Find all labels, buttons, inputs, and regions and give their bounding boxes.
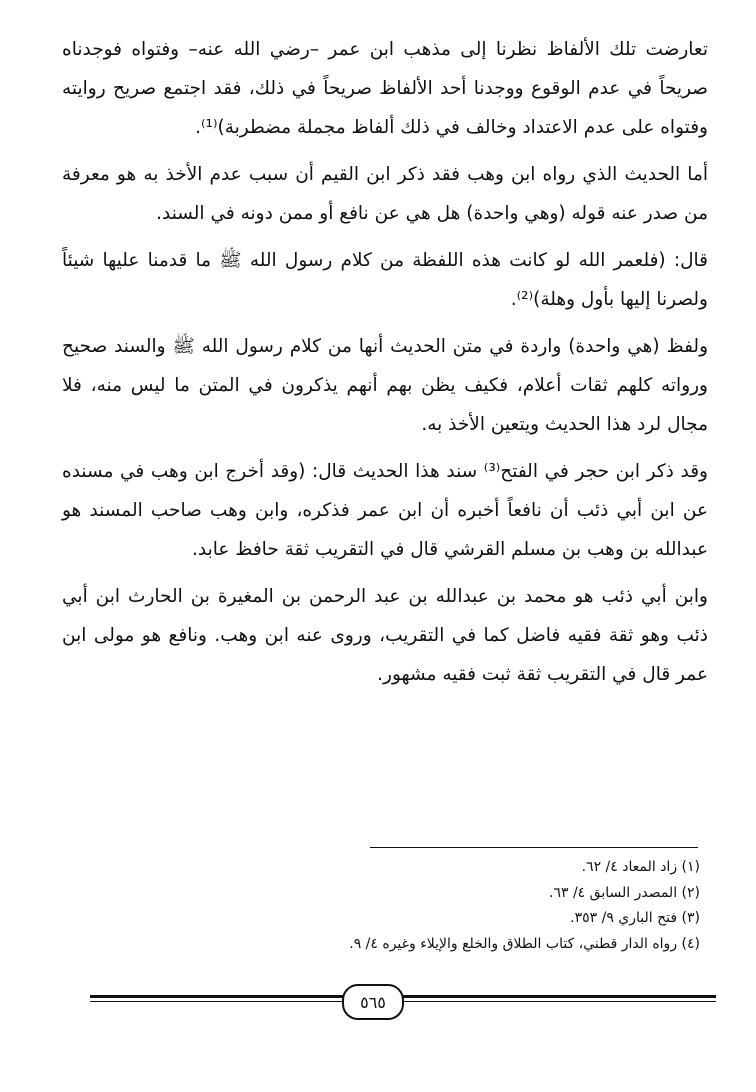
paragraph-2: أما الحديث الذي رواه ابن وهب فقد ذكر ابن القيم أن سبب عدم الأخذ به هو معرفة من صدر عنه قوله (وهي واحدة) هل هي عن نافع أو ممن دونه في السند.	[62, 164, 708, 224]
body-text	[62, 30, 708, 702]
paragraph-1: تعارضت تلك الألفاظ نظرنا إلى مذهب ابن عمر –رضي الله عنه– وفتواه فوجدناه صريحاً في عدم الوقوع ووجدنا أحد الألفاظ صريحاً في ذلك، فقد اجتمع صريح روايته وفتواه على عدم الاعتداد وخالف في ذلك ألفاظ مجملة مضطربة)⁽¹⁾.	[62, 39, 708, 138]
footnote-4: (٤) رواه الدار قطني، كتاب الطلاق والخلع والإيلاء وغيره ٤/ ٩.	[349, 935, 700, 952]
footnote-1: (١) زاد المعاد ٤/ ٦٢.	[581, 859, 700, 875]
paragraph-3: قال: (فلعمر الله لو كانت هذه اللفظة من كلام رسول الله ﷺ ما قدمنا عليها شيئاً ولصرنا إليها بأول وهلة)⁽²⁾.	[62, 250, 708, 310]
paragraph-4: ولفظ (هي واحدة) واردة في متن الحديث أنها من كلام رسول الله ﷺ والسند صحيح ورواته كلهم ثقات أعلام، فكيف يظن بهم أنهم يذكرون في المتن ما ليس منه، فلا مجال لرد هذا الحديث ويتعين الأخذ به.	[62, 336, 708, 435]
footnote-divider	[370, 847, 698, 848]
paragraph-6: وابن أبي ذئب هو محمد بن عبدالله بن عبد الرحمن بن المغيرة بن الحارث ابن أبي ذئب وهو ثقة فقيه فاضل كما في التقريب، وروى عنه ابن وهب. ونافع هو مولى ابن عمر قال في التقريب ثقة ثبت فقيه مشهور.	[62, 586, 708, 685]
footnotes	[200, 855, 700, 957]
page-number: ٥٦٥	[342, 984, 404, 1020]
paragraph-5: وقد ذكر ابن حجر في الفتح⁽³⁾ سند هذا الحديث قال: (وقد أخرج ابن وهب في مسنده عن ابن أبي ذئب أن نافعاً أخبره أن ابن عمر فذكره، وابن وهب صاحب المسند هو عبدالله بن وهب بن مسلم القرشي قال في التقريب ثقة حافظ عابد.	[62, 461, 708, 560]
footnote-2: (٢) المصدر السابق ٤/ ٦٣.	[549, 884, 700, 901]
footnote-3: (٣) فتح الباري ٩/ ٣٥٣.	[570, 910, 700, 926]
